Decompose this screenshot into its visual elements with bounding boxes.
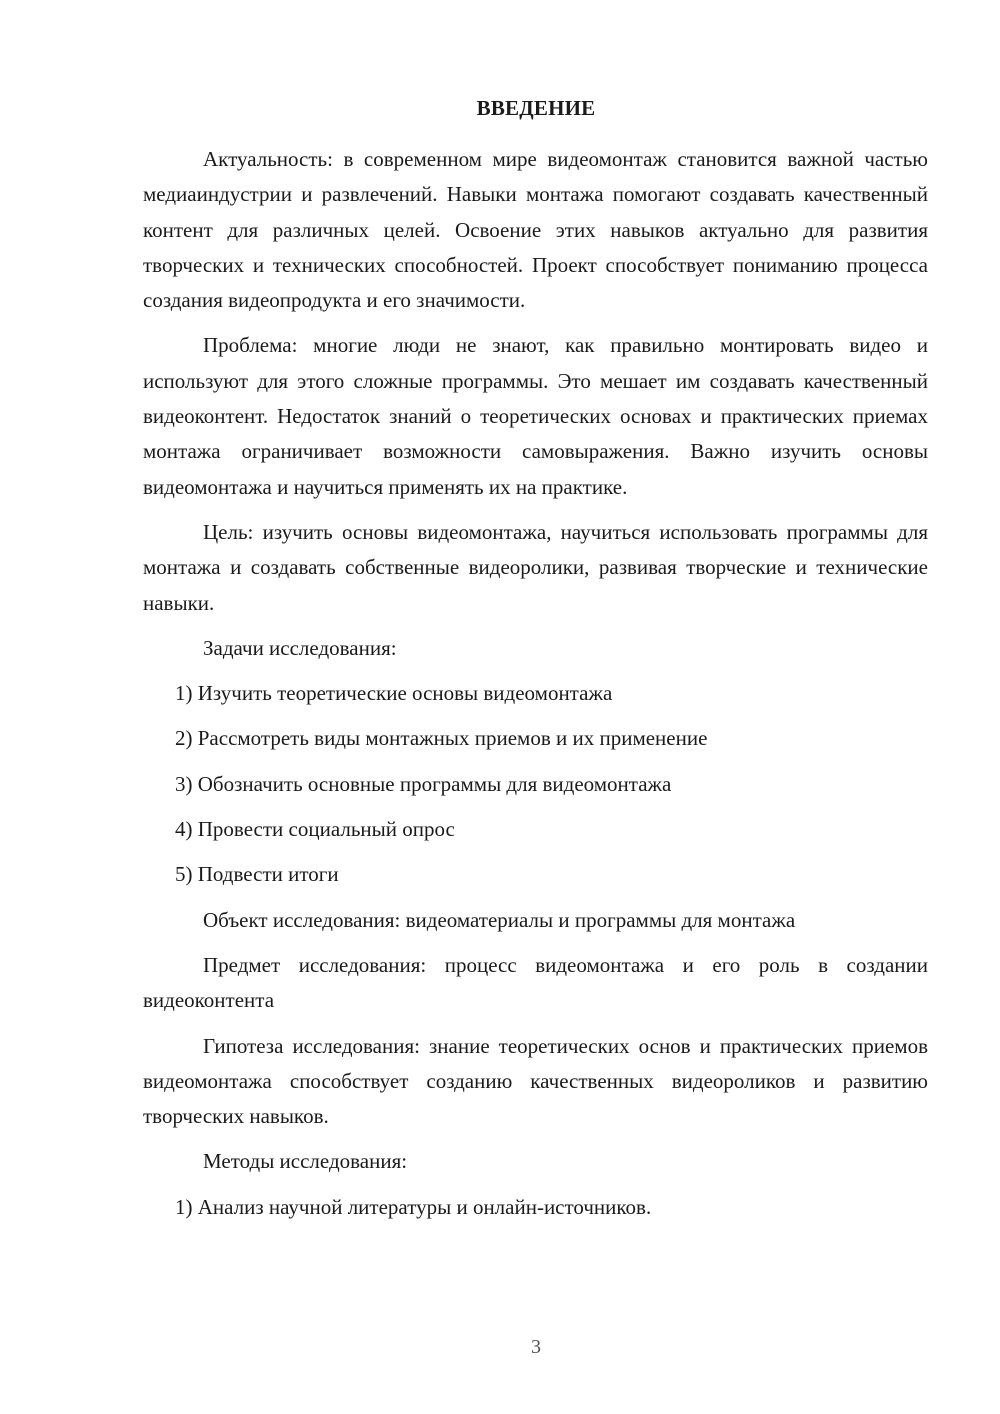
page-number: 3 xyxy=(531,1336,541,1358)
goal-paragraph: Цель: изучить основы видеомонтажа, научиться использовать программы для монтажа и создавать собственные видеоролики, развивая творческие и технические навыки. xyxy=(143,519,928,615)
list-item: 1) Изучить теоретические основы видеомонтажа xyxy=(175,681,613,706)
list-item: 3) Обозначить основные программы для видеомонтажа xyxy=(175,771,672,796)
problem-paragraph: Проблема: многие люди не знают, как правильно монтировать видео и используют для этого сложные программы. Это мешает им создавать качественный видеоконтент. Недостаток знаний о теоретических основах и практических приемах монтажа ограничивает возможности самовыражения. Важно изучить основы видеомонтажа и научиться применять их на практике. xyxy=(143,333,928,499)
methods-list xyxy=(143,1190,928,1225)
methods-title: Методы исследования: xyxy=(203,1149,408,1174)
subject-paragraph: Предмет исследования: процесс видеомонтажа и его роль в создании видеоконтента xyxy=(143,952,928,1013)
tasks-list xyxy=(143,676,928,892)
object-paragraph: Объект исследования: видеоматериалы и программы для монтажа xyxy=(203,907,796,932)
section-heading: ВВЕДЕНИЕ xyxy=(476,96,596,120)
relevance-paragraph: Актуальность: в современном мире видеомонтаж становится важной частью медиаиндустрии и развлечений. Навыки монтажа помогают создавать качественный контент для различных целей. Освоение этих навыков актуально для развития творческих и технических способностей. Проект способствует пониманию процесса создания видеопродукта и его значимости. xyxy=(143,147,928,313)
list-item: 1) Анализ научной литературы и онлайн-источников. xyxy=(175,1194,652,1219)
hypothesis-paragraph: Гипотеза исследования: знание теоретических основ и практических приемов видеомонтажа способствует созданию качественных видеороликов и развитию творческих навыков. xyxy=(143,1033,928,1129)
list-item: 2) Рассмотреть виды монтажных приемов и их применение xyxy=(175,726,708,751)
document-body xyxy=(143,142,928,1235)
tasks-title: Задачи исследования: xyxy=(203,635,397,660)
list-item: 4) Провести социальный опрос xyxy=(175,817,455,842)
list-item: 5) Подвести итоги xyxy=(175,862,339,887)
